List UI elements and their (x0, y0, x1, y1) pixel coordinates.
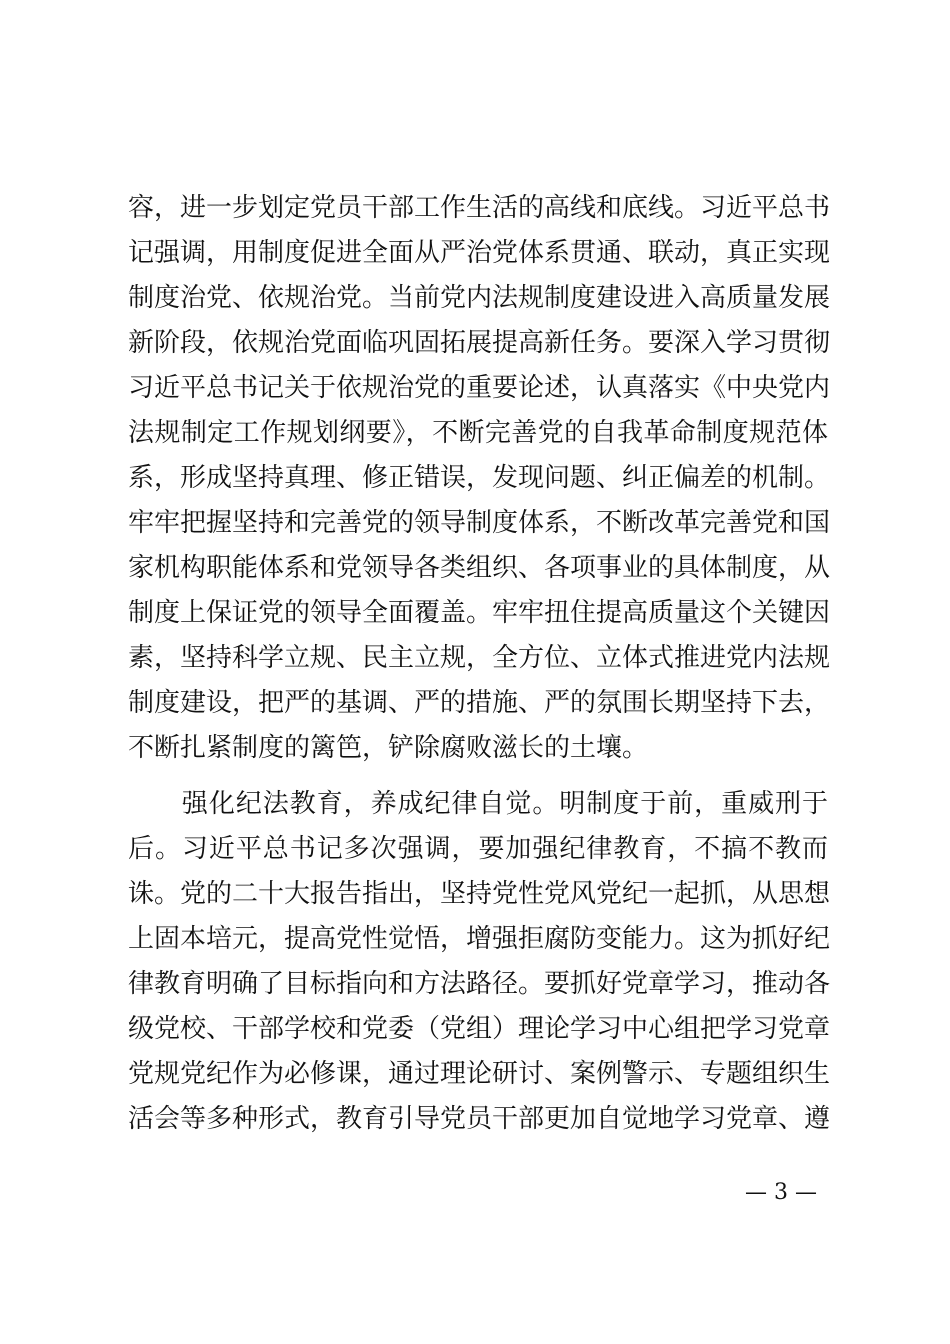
text-line: 习近平总书记关于依规治党的重要论述，认真落实《中央党内 (128, 373, 831, 403)
text-line: 家机构职能体系和党领导各类组织、各项事业的具体制度，从 (128, 553, 831, 583)
text-line: 制度建设，把严的基调、严的措施、严的氛围长期坚持下去， (128, 688, 831, 718)
text-line: 级党校、干部学校和党委（党组）理论学习中心组把学习党章 (128, 1014, 831, 1044)
page-number: — 3 — (745, 1180, 817, 1205)
text-line: 制度上保证党的领导全面覆盖。牢牢扭住提高质量这个关键因 (128, 598, 831, 628)
text-line: 上固本培元，提高党性觉悟，增强拒腐防变能力。这为抓好纪 (128, 924, 831, 954)
text-line: 活会等多种形式，教育引导党员干部更加自觉地学习党章、遵 (128, 1104, 831, 1134)
text-line: 容，进一步划定党员干部工作生活的高线和底线。习近平总书 (128, 193, 831, 223)
paragraph-2 (128, 782, 831, 1142)
text-line: 党规党纪作为必修课，通过理论研讨、案例警示、专题组织生 (128, 1059, 831, 1089)
text-line: 诛。党的二十大报告指出，坚持党性党风党纪一起抓，从思想 (128, 879, 831, 909)
text-line: 律教育明确了目标指向和方法路径。要抓好党章学习，推动各 (128, 969, 831, 999)
text-line: 不断扎紧制度的篱笆，铲除腐败滋长的土壤。 (128, 733, 649, 763)
text-line: 法规制定工作规划纲要》，不断完善党的自我革命制度规范体 (128, 418, 828, 448)
paragraph-1 (128, 186, 831, 771)
text-line: 强化纪法教育，养成纪律自觉。明制度于前，重威刑于 (128, 789, 828, 819)
text-line: 牢牢把握坚持和完善党的领导制度体系，不断改革完善党和国 (128, 508, 831, 538)
text-line: 新阶段，依规治党面临巩固拓展提高新任务。要深入学习贯彻 (128, 328, 831, 358)
text-line: 制度治党、依规治党。当前党内法规制度建设进入高质量发展 (128, 283, 831, 313)
text-line: 记强调，用制度促进全面从严治党体系贯通、联动，真正实现 (128, 238, 831, 268)
text-line: 后。习近平总书记多次强调，要加强纪律教育，不搞不教而 (128, 834, 828, 864)
text-line: 素，坚持科学立规、民主立规，全方位、立体式推进党内法规 (128, 643, 831, 673)
text-line: 系，形成坚持真理、修正错误，发现问题、纠正偏差的机制。 (128, 463, 831, 493)
